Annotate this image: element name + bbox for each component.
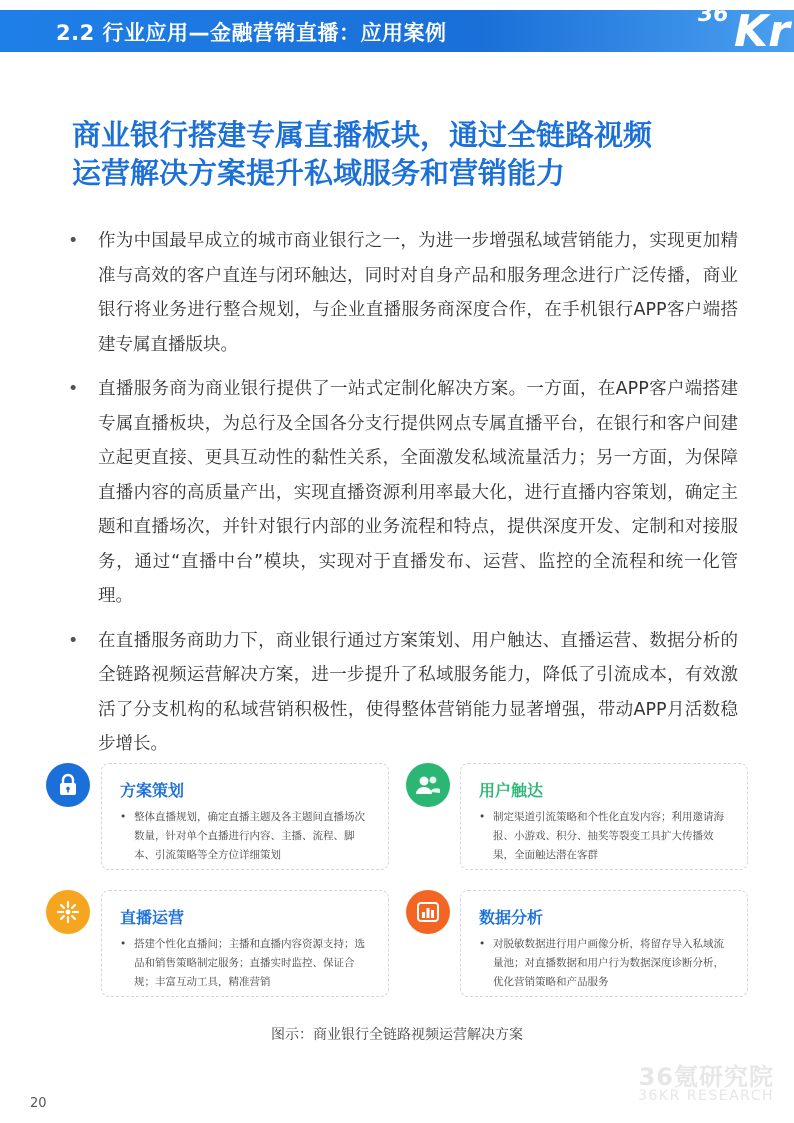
- figure-caption: 图示：商业银行全链路视频运营解决方案: [271, 1027, 523, 1043]
- card-text: [120, 808, 374, 865]
- card-bullet-dot: •: [479, 811, 486, 823]
- card-bullet-dot: •: [120, 938, 127, 950]
- card-text: [479, 808, 733, 865]
- logo-kr: Kr: [734, 6, 790, 57]
- 36kr-logo: [694, 0, 794, 57]
- card-title: 数据分析: [479, 908, 544, 927]
- bullet-dot: •: [68, 379, 79, 399]
- bar-chart-icon: [406, 890, 450, 934]
- card-text: [120, 935, 374, 992]
- bullet-text: 作为中国最早成立的城市商业银行之一，为进一步增强私域营销能力，实现更加精准与高效的客户直连与闭环触达，同时对自身产品和服务理念进行广泛传播，商业银行将业务进行整合规划，与企业直播服务商深度合作，在手机银行APP客户端搭建专属直播版块。: [98, 231, 738, 355]
- headline: [72, 116, 752, 192]
- card-text-content: 制定渠道引流策略和个性化直发内容；利用邀请海报、小游戏、积分、抽奖等裂变工具扩大传播效果，全面触达潜在客群: [493, 811, 724, 861]
- page-number: 20: [30, 1096, 47, 1111]
- headline-line-2: 运营解决方案提升私域服务和营销能力: [72, 156, 566, 190]
- watermark-cn: 36氪研究院: [638, 1063, 774, 1091]
- bullet-text: 直播服务商为商业银行提供了一站式定制化解决方案。一方面，在APP客户端搭建专属直播板块，为总行及全国各分支行提供网点专属直播平台，在银行和客户间建立起更直接、更具互动性的黏性关系，全面激发私域流量活力；另一方面，为保障直播内容的高质量产出，实现直播资源利用率最大化，进行直播内容策划，确定主题和直播场次，并针对银行内部的业务流程和特点，提供深度开发、定制和对接服务，通过“直播中台”模块，实现对于直播发布、运营、监控的全流程和统一化管理。: [98, 379, 738, 606]
- card-text-content: 对脱敏数据进行用户画像分析，将留存导入私域流量池；对直播数据和用户行为数据深度诊断分析，优化营销策略和产品服务: [493, 938, 724, 988]
- card-text-content: 搭建个性化直播间；主播和直播内容资源支持；选品和销售策略制定服务；直播实时监控、保证合规；丰富互动工具，精准营销: [134, 938, 365, 988]
- sparkle-icon: [46, 890, 90, 934]
- logo-36: 36: [698, 2, 729, 27]
- bullet-dot: •: [68, 231, 79, 251]
- card-title: 用户触达: [479, 781, 544, 800]
- lock-icon: [46, 763, 90, 807]
- card-bullet-dot: •: [479, 938, 486, 950]
- headline-line-1: 商业银行搭建专属直播板块，通过全链路视频: [72, 118, 653, 152]
- watermark-en: 36KR RESEARCH: [638, 1088, 774, 1104]
- bullet-item: [68, 372, 738, 614]
- section-title: 2.2 行业应用—金融营销直播：应用案例: [56, 21, 447, 45]
- card-plan: [101, 763, 389, 870]
- bullet-item: [68, 224, 738, 362]
- card-reach: [460, 763, 748, 870]
- card-analysis: [460, 890, 748, 997]
- card-operation: [101, 890, 389, 997]
- card-title: 直播运营: [120, 908, 185, 927]
- users-icon: [406, 763, 450, 807]
- card-title: 方案策划: [120, 781, 185, 800]
- card-text-content: 整体直播规划，确定直播主题及各主题间直播场次数量，针对单个直播进行内容、主播、流程、脚本、引流策略等全方位详细策划: [134, 811, 365, 861]
- bullet-dot: •: [68, 630, 79, 651]
- bullet-item: [68, 624, 738, 762]
- card-text: [479, 935, 733, 992]
- bullet-list: [68, 224, 738, 772]
- bullet-text: 在直播服务商助力下，商业银行通过方案策划、用户触达、直播运营、数据分析的全链路视频运营解决方案，进一步提升了私域服务能力，降低了引流成本，有效激活了分支机构的私域营销积极性，使得整体营销能力显著增强，带动APP月活数稳步增长。: [98, 630, 738, 754]
- card-bullet-dot: •: [120, 811, 127, 823]
